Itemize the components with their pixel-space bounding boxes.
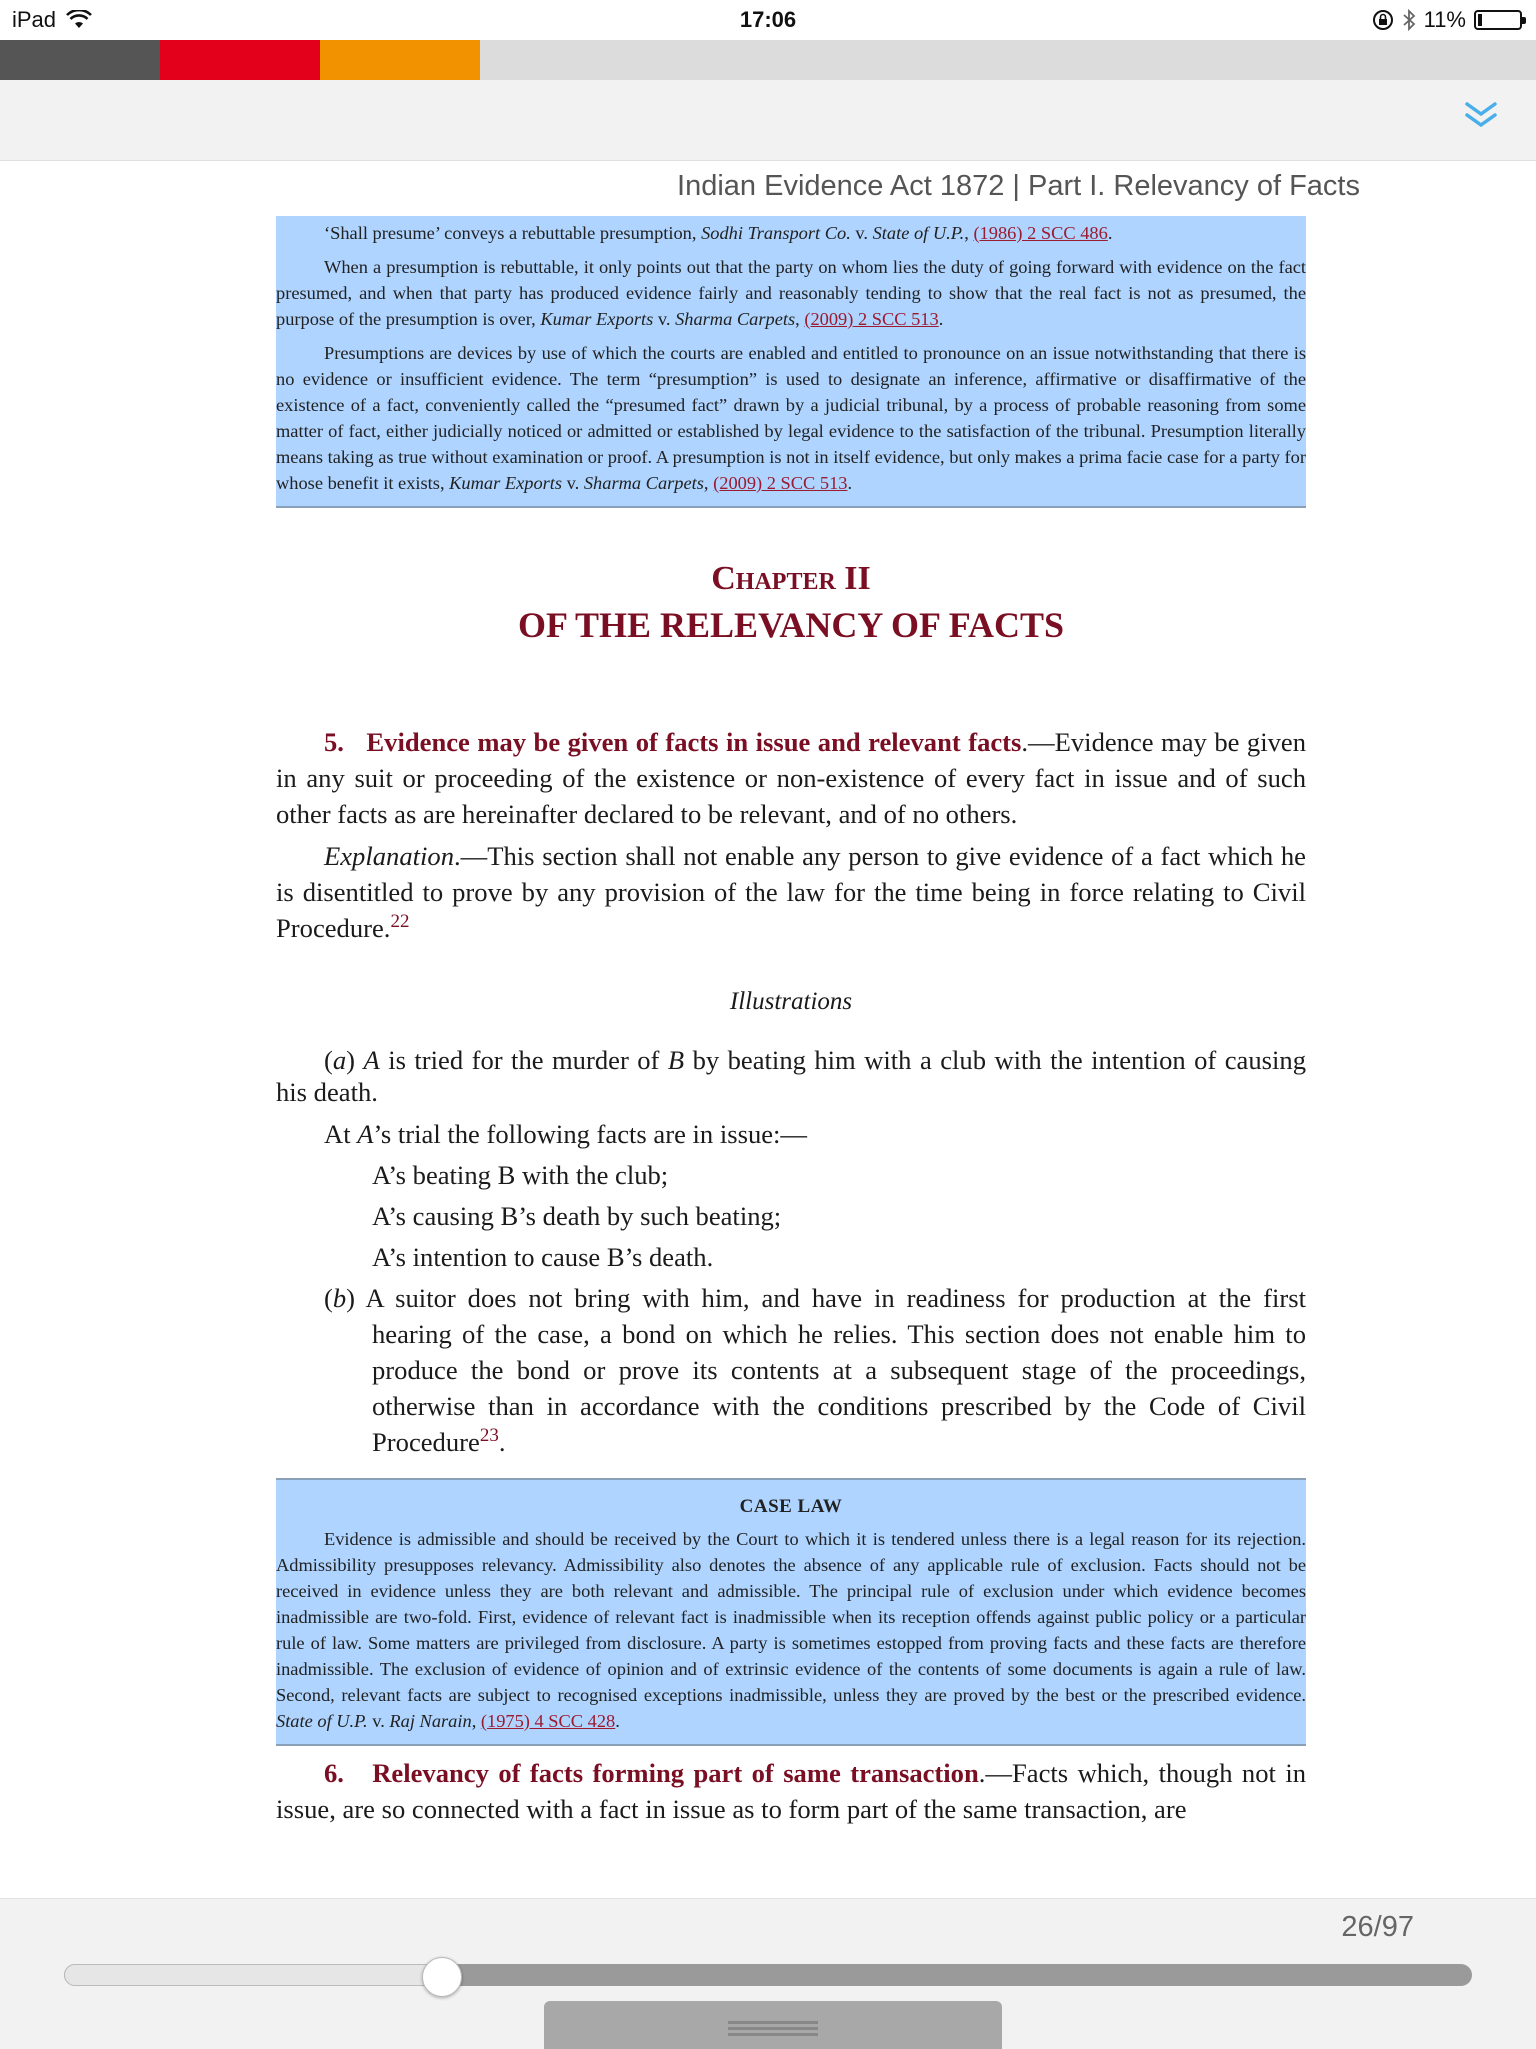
text: , (795, 309, 805, 329)
illustrations-title: Illustrations (729, 988, 853, 1015)
illustration-a: (a) A is tried for the murder of B by beating him with a club with the intention of causing his death. (276, 1045, 1306, 1107)
fact-item: A’s intention to cause B’s death. (372, 1242, 714, 1272)
section-5 (276, 724, 1306, 946)
page-indicator: 26/97 (1341, 1911, 1414, 1943)
status-bar (0, 0, 1536, 40)
grip-icon (728, 2021, 818, 2024)
text: At (324, 1119, 358, 1149)
status-right (1372, 7, 1522, 33)
text: v. (850, 223, 873, 243)
bluetooth-icon (1402, 8, 1416, 32)
text: by beating him with a club with the intention of causing his death. (276, 1045, 1306, 1107)
text: A (357, 1119, 374, 1149)
illustrations (276, 1044, 1306, 1460)
battery-icon (1474, 10, 1522, 30)
case-name: Sharma Carpets (583, 473, 704, 493)
text: ’s trial the following facts are in issue:— (373, 1119, 808, 1149)
text: v. (562, 473, 584, 493)
case-name: Sharma Carpets (675, 309, 796, 329)
section-heading: Evidence may be given of facts in issue and relevant facts (366, 727, 1022, 757)
collapse-toolbar-button[interactable] (1456, 90, 1506, 140)
section-number: 6. (324, 1758, 344, 1788)
footnote-link[interactable]: 23 (479, 1425, 499, 1446)
color-tab-orange[interactable] (320, 40, 480, 80)
citation-link[interactable]: (1975) 4 SCC 428 (480, 1711, 616, 1731)
section-body: Facts which, though not in issue, are so connected with a fact in issue as to form part of the same transaction, are (276, 1758, 1307, 1824)
section-body: Evidence may be given in any suit or proceeding of the existence or non-existence of every fact in issue and of such other facts as are hereinafter declared to be relevant, and of no others. (276, 727, 1307, 829)
text: . (615, 1711, 620, 1731)
bottom-bar (0, 1898, 1536, 2049)
text: A (363, 1045, 380, 1075)
page-scrubber-track[interactable] (64, 1964, 1472, 1986)
orientation-lock-icon (1372, 9, 1394, 31)
case-name: Kumar Exports (540, 309, 654, 329)
case-name: Raj Narain (389, 1711, 472, 1731)
box-paragraph (276, 340, 1306, 496)
chapter-title: OF THE RELEVANCY OF FACTS (517, 605, 1065, 645)
case-name: Kumar Exports (449, 473, 563, 493)
color-tab-red[interactable] (160, 40, 320, 80)
page-scrubber-read (64, 1964, 441, 1986)
section-number: 5. (324, 727, 344, 757)
running-head: Indian Evidence Act 1872 | Part I. Relevancy of Facts (677, 170, 1360, 202)
text: , (703, 473, 714, 493)
text: . (847, 473, 853, 493)
text: , (964, 223, 974, 243)
citation-link[interactable]: (1986) 2 SCC 486 (973, 223, 1108, 243)
clock: 17:06 (739, 7, 797, 32)
top-toolbar (0, 80, 1536, 161)
trial-facts-intro (276, 1116, 1306, 1152)
case-name: Sodhi Transport Co. (701, 223, 851, 243)
battery-percent: 11% (1423, 7, 1466, 32)
explanation-body: .—This section shall not enable any person to give evidence of a fact which he is disentitled to prove by any provision of the law for the time being in force relating to Civil Procedure. (276, 841, 1306, 943)
annotation-box (276, 216, 1306, 508)
explanation-label: Explanation (324, 841, 454, 871)
section-6 (276, 1755, 1306, 1827)
text: , (471, 1711, 481, 1731)
fact-item: A’s causing B’s death by such beating; (372, 1201, 782, 1231)
chapter-number: Chapter II (711, 560, 871, 597)
footnote-link[interactable]: 22 (390, 911, 410, 932)
illustrations-heading (276, 984, 1306, 1020)
case-law-box (276, 1478, 1306, 1746)
citation-link[interactable]: (2009) 2 SCC 513 (804, 309, 939, 329)
label: b (332, 1283, 347, 1313)
color-tab-strip (0, 40, 1536, 80)
text: When a presumption is rebuttable, it only points out that the party on whom lies the duty of going forward with evidence on the fact presumed, and when that party has produced evidence fairly and reasonably tending to show that the real fact is not as presumed, the purpose of the presumption is over, (276, 257, 1306, 329)
text: . (498, 1427, 506, 1457)
box-paragraph (276, 220, 1306, 246)
box-paragraph (276, 254, 1306, 332)
text: ‘Shall presume’ conveys a rebuttable presumption, (324, 223, 702, 243)
text: v. (367, 1711, 390, 1731)
label: a (332, 1045, 347, 1075)
case-law-text (276, 1526, 1306, 1734)
double-chevron-down-icon (1463, 100, 1499, 130)
text: is tried for the murder of (379, 1045, 668, 1075)
text: A suitor does not bring with him, and have in readiness for production at the first hearing of the case, a bond on which he relies. This section does not enable him to produce the bond or prove its contents at a subsequent stage of the proceedings, otherwise than in accordance with the conditions prescribed by the Code of Civil Procedure (355, 1283, 1306, 1457)
text: .— (1021, 727, 1055, 757)
text: B (667, 1045, 685, 1075)
drawer-handle[interactable] (544, 2001, 1002, 2049)
section-5-text (276, 724, 1306, 832)
illustration-b: (b) A suitor does not bring with him, and have in readiness for production at the first hearing of the case, a bond on which he relies. This section does not enable him to produce the bond or prove its contents at a subsequent stage of the proceedings, otherwise than in accordance with the conditions prescribed by the Code of Civil Procedure$^{23}$. (324, 1283, 1306, 1457)
text: Evidence is admissible and should be received by the Court to which it is tendered unless there is a legal reason for its rejection. Admissibility presupposes relevancy. Admissibility also denotes the absence of any applicable rule of exclusion. Facts should not be received in evidence unless they are both relevant and admissible. The principal rule of exclusion under which evidence becomes inadmissible are two-fold. First, evidence of relevant fact is inadmissible when its reception offends against public policy or a particular rule of law. Some matters are privileged from disclosure. A party is sometimes estopped from proving facts and these facts are therefore inadmissible. The exclusion of evidence of opinion and of extrinsic evidence of the contents of some documents is again a rule of law. Second, relevant facts are subject to recognised exceptions inadmissible, unless they are proved by the best or the prescribed evidence. (276, 1529, 1306, 1705)
page-scrubber-knob[interactable] (422, 1957, 462, 1997)
section-6-text (276, 1755, 1306, 1827)
citation-link[interactable]: (2009) 2 SCC 513 (713, 473, 848, 493)
battery-fill (1478, 14, 1482, 26)
color-tab-gray[interactable] (0, 40, 160, 80)
case-name: State of U.P. (872, 223, 965, 243)
case-law-title: CASE LAW (739, 1496, 843, 1517)
section-heading: Relevancy of facts forming part of same transaction (372, 1758, 979, 1788)
text: Presumptions are devices by use of which the courts are enabled and entitled to pronounce on an issue notwithstanding that there is no evidence or insufficient evidence. The term “presumption” is used to designate an inference, affirmative or disaffirmative of the existence of a fact, conveniently called the “presumed fact” drawn by a judicial tribunal, by a process of probable reasoning from some matter of fact, either judicially noticed or admitted or established by legal evidence to the satisfaction of the tribunal. Presumption literally means taking as true without examination or proof. A presumption is not in itself evidence, but only makes a prima facie case for a party for whose benefit it exists, (276, 343, 1306, 493)
explanation (276, 838, 1306, 946)
text: .— (978, 1758, 1013, 1788)
fact-item: A’s beating B with the club; (372, 1160, 669, 1190)
text: v. (653, 309, 676, 329)
text: . (938, 309, 944, 329)
device-name: iPad (12, 7, 57, 32)
case-name: State of U.P. (276, 1711, 368, 1731)
text: . (1107, 223, 1113, 243)
